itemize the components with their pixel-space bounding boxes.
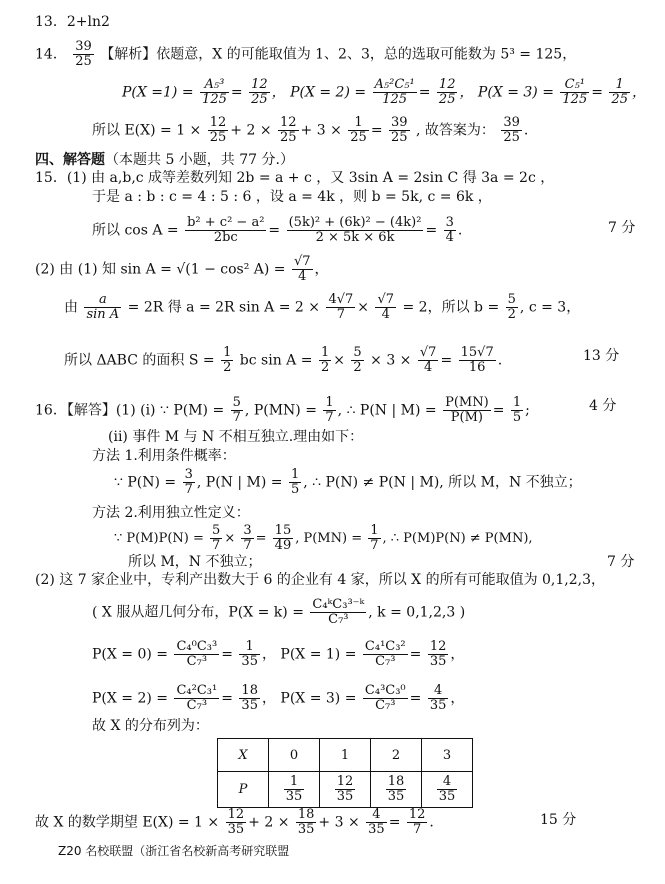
q16-score-1: 4 分: [589, 398, 617, 414]
q16-part2: (2) 这 7 家企业中，专利产出数大于 6 的企业有 4 家，所以 X 的所有可能取值为 0,1,2,3，: [35, 572, 605, 588]
q14-line: [35, 40, 576, 69]
q15-area: 所以 ΔABC 的面积 S = $\frac{1}{2}$ bc sin A = $\frac{1}{2}$ × $\frac{5}{2}$ × 3 × $\frac{√7}{4}$ = $\frac{15√7}{16}$ .: [64, 345, 503, 375]
q16-score-3: 15 分: [540, 812, 577, 828]
q13-number: 13．: [35, 14, 67, 30]
q15-sin: (2) 由 (1) 知 sin A = √(1 − cos² A) = $\frac{√7}{4}$ ，: [35, 254, 329, 284]
q16-method1-title: 方法 1.利用条件概率：: [92, 448, 236, 464]
q16-method2-eq: ∵ P(M)P(N) = $\frac{5}{7}$ × $\frac{3}{7}$ = $\frac{15}{49}$ , P(MN) = $\frac{1}{7}$ , ∴ P(M)P(N) ≠ P(MN),: [114, 523, 533, 553]
table-cell: P: [218, 772, 269, 808]
table-cell: 0: [269, 739, 320, 772]
q16-method2-title: 方法 2.利用独立性定义：: [92, 505, 250, 521]
table-cell: 1: [320, 739, 371, 772]
section-4-title: 四、解答题: [35, 152, 105, 168]
q14-probabilities: P(X =1) = $\frac{\text{A₅³}}{125}$ = $\frac{12}{25}$ ， P(X = 2) = $\frac{\text{A₅²C₅¹}}{125}$ = $\frac{12}{25}$ ， P(X = 3) = $\frac{\text{C₅¹}}{125}$ = $\frac{1}{25}$ ，: [122, 77, 646, 107]
table-cell: X: [218, 739, 269, 772]
q15-radius: 由 $\frac{a}{\text{sin A}}$ = 2R 得 a = 2R sin A = 2 × $\frac{4√7}{7}$ × $\frac{√7}{4}$ = 2，所以 b = $\frac{5}{2}$ , c = 3，: [64, 292, 581, 322]
q16-px0-px1: P(X = 0) = $\frac{\text{C₄⁰C₃³}}{\text{C₇³}}$ = $\frac{1}{35}$ ， P(X = 1) = $\frac{\text{C₄¹C₃²}}{\text{C₇³}}$ = $\frac{12}{35}$ ，: [92, 639, 465, 669]
q15-line2: 于是 a : b : c = 4 : 5 : 6 ，设 a = 4k ，则 b = 5k, c = 6k ，: [92, 189, 492, 205]
q14-number: 14．: [35, 46, 67, 63]
q16-part1-i: 16．【解答】(1) (i) ∵ P(M) = $\frac{5}{7}$ , P(MN) = $\frac{1}{7}$ , ∴ P(N | M) = $\frac{P(MN)}{P(M)}$ = $\frac{1}{5}$ ;: [35, 395, 530, 425]
q16-dist-title: 故 X 的分布列为：: [92, 718, 209, 734]
q13-answer: 2+ln2: [66, 14, 110, 30]
table-cell: 3: [422, 739, 473, 772]
q14-expectation: 所以 E(X) = 1 × $\frac{12}{25}$ + 2 × $\frac{12}{25}$ + 3 × $\frac{1}{25}$ = $\frac{39}{25}$ , 故答案为： $\frac{39}{25}$ .: [92, 115, 529, 145]
q16-method1-eq: ∵ P(N) = $\frac{3}{7}$ , P(N | M) = $\frac{1}{5}$ , ∴ P(N) ≠ P(N | M), 所以 M，N 不独立；: [114, 467, 582, 497]
q16-px2-px3: P(X = 2) = $\frac{\text{C₄²C₃¹}}{\text{C₇³}}$ = $\frac{18}{35}$ ， P(X = 3) = $\frac{\text{C₄³C₃⁰}}{\text{C₇³}}$ = $\frac{4}{35}$ ，: [92, 683, 465, 713]
table-cell: 2: [371, 739, 422, 772]
section-4-subtitle: （本题共 5 小题，共 77 分.）: [105, 152, 294, 168]
q16-part1-ii: (ii) 事件 M 与 N 不相互独立.理由如下：: [108, 429, 364, 445]
q14-answer-fraction: $\frac{39}{25}$: [75, 39, 92, 69]
table-header-row: [218, 739, 473, 772]
q16-expectation: 故 X 的数学期望 E(X) = 1 × $\frac{12}{35}$ + 2 × $\frac{18}{35}$ + 3 × $\frac{4}{35}$ = $\frac{12}{7}$ .: [35, 807, 434, 837]
table-cell: $\frac{4}{35}$: [422, 772, 473, 808]
q15-line1: 15．(1) 由 a,b,c 成等差数列知 2b = a + c ，又 3sin A = 2sin C 得 3a = 2c ，: [35, 170, 555, 186]
q15-cos: 所以 cos A = $\frac{\text{b² + c² − a²}}{2bc}$ = $\frac{\text{(5k)² + (6k)² − (4k)²}}{2 \times 5k \times 6k}$ = $\frac{3}{4}$ .: [92, 215, 463, 245]
q16-score-2: 7 分: [607, 554, 635, 570]
table-row: [218, 772, 473, 808]
section-4-heading: [35, 150, 294, 170]
table-cell: $\frac{1}{35}$: [269, 772, 320, 808]
q15-score-1: 7 分: [608, 220, 636, 236]
page-footer: Z20 名校联盟（浙江省名校新高考研究联盟: [58, 844, 290, 858]
q15-score-2: 13 分: [583, 348, 620, 364]
q16-hypergeometric: ( X 服从超几何分布，P(X = k) = $\frac{\text{C₄ᵏC₃³⁻ᵏ}}{\text{C₇³}}$ , k = 0,1,2,3 ): [92, 597, 466, 627]
distribution-table: [217, 738, 473, 808]
table-cell: $\frac{12}{35}$: [320, 772, 371, 808]
q16-method2-end: 所以 M，N 不独立；: [128, 554, 262, 570]
q14-intro: 【解析】依题意，X 的可能取值为 1、2、3，总的选取可能数为 5³ = 125，: [100, 46, 577, 63]
q13-line: [35, 12, 110, 32]
table-cell: $\frac{18}{35}$: [371, 772, 422, 808]
